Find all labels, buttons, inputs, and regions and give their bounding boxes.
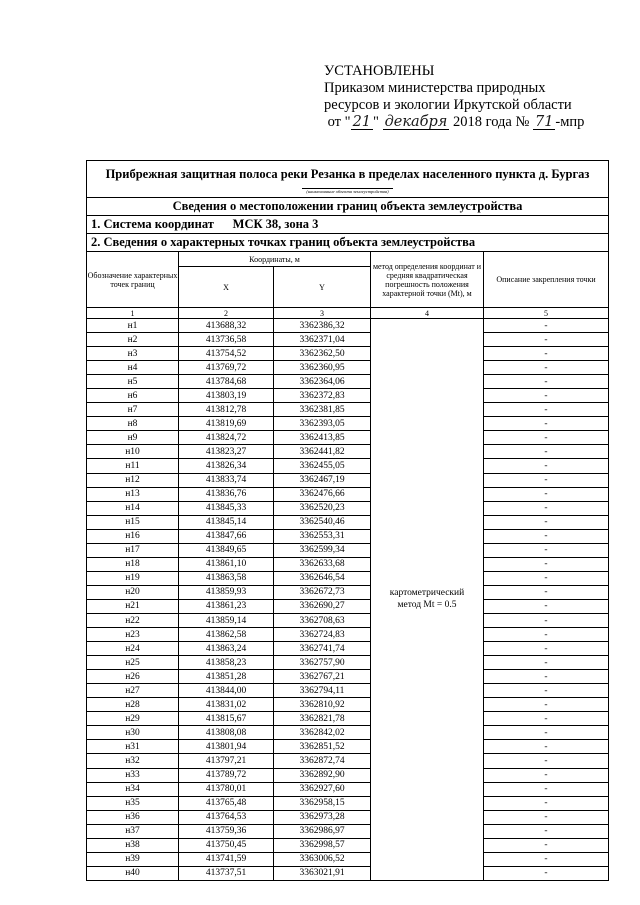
point-y: 3362381,85 [274,403,371,417]
header-x: X [179,267,274,308]
point-y: 3362842,02 [274,726,371,740]
point-x: 413812,78 [179,403,274,417]
point-x: 413754,52 [179,347,274,361]
approval-title: УСТАНОВЛЕНЫ [324,63,435,79]
point-id: н22 [87,613,179,627]
section-header: Сведения о местоположении границ объекта землеустройства [87,198,609,216]
point-id: н25 [87,656,179,670]
point-x: 413769,72 [179,361,274,375]
point-x: 413741,59 [179,852,274,866]
method-cell [371,319,484,881]
point-id: н10 [87,445,179,459]
point-description: - [484,698,609,712]
column-number: 4 [371,308,484,319]
point-x: 413861,10 [179,557,274,571]
table-row [87,628,609,642]
table-row [87,656,609,670]
header-designation: Обозначение характерных точек границ [87,252,179,308]
point-x: 413688,32 [179,319,274,333]
point-x: 413764,53 [179,810,274,824]
point-y: 3362927,60 [274,782,371,796]
header-y: Y [274,267,371,308]
point-y: 3362998,57 [274,838,371,852]
point-y: 3362767,21 [274,670,371,684]
point-id: н13 [87,487,179,501]
point-x: 413859,14 [179,613,274,627]
point-id: н14 [87,501,179,515]
point-description: - [484,557,609,571]
point-id: н32 [87,754,179,768]
point-description: - [484,501,609,515]
header-description: Описание закрепления точки [484,252,609,308]
point-x: 413858,23 [179,656,274,670]
point-id: н7 [87,403,179,417]
point-id: н34 [87,782,179,796]
point-y: 3362371,04 [274,333,371,347]
point-description: - [484,613,609,627]
table-row [87,557,609,571]
point-x: 413750,45 [179,838,274,852]
approval-year: 2018 года № [453,114,530,130]
point-description: - [484,768,609,782]
point-description: - [484,431,609,445]
point-y: 3362441,82 [274,445,371,459]
point-x: 413784,68 [179,375,274,389]
point-x: 413845,33 [179,501,274,515]
table-row [87,389,609,403]
point-x: 413859,93 [179,585,274,599]
point-x: 413765,48 [179,796,274,810]
table-row [87,824,609,838]
point-id: н40 [87,866,179,880]
point-description: - [484,529,609,543]
point-id: н26 [87,670,179,684]
table-row [87,543,609,557]
point-y: 3362690,27 [274,599,371,613]
point-x: 413833,74 [179,473,274,487]
point-description: - [484,810,609,824]
document-title: Прибрежная защитная полоса реки Резанка в пределах населенного пункта д. Бургаз [87,161,609,189]
point-id: н15 [87,515,179,529]
point-description: - [484,782,609,796]
column-number: 3 [274,308,371,319]
point-x: 413863,24 [179,642,274,656]
table-row [87,782,609,796]
point-id: н35 [87,796,179,810]
point-x: 413803,19 [179,389,274,403]
table-row [87,613,609,627]
point-y: 3362757,90 [274,656,371,670]
point-y: 3362413,85 [274,431,371,445]
point-id: н9 [87,431,179,445]
point-description: - [484,585,609,599]
point-x: 413801,94 [179,740,274,754]
point-id: н1 [87,319,179,333]
point-x: 413759,36 [179,824,274,838]
table-row [87,852,609,866]
approval-line-resources: ресурсов и экологии Иркутской области [324,97,572,113]
point-id: н37 [87,824,179,838]
table-row [87,319,609,333]
point-description: - [484,515,609,529]
approval-stamp [324,63,624,131]
point-y: 3362553,31 [274,529,371,543]
coord-system-value: МСК 38, зона 3 [232,217,319,231]
boundary-table [86,160,609,881]
table-row [87,796,609,810]
table-row [87,417,609,431]
header-coordinates: Координаты, м [179,252,371,267]
point-y: 3362364,06 [274,375,371,389]
point-description: - [484,726,609,740]
point-description: - [484,473,609,487]
approval-day: 21 [352,114,372,130]
point-description: - [484,459,609,473]
approval-month: декабря [384,114,448,130]
point-y: 3362821,78 [274,712,371,726]
coord-system-label: 1. Система координат [91,217,214,231]
point-x: 413824,72 [179,431,274,445]
point-x: 413826,34 [179,459,274,473]
point-y: 3362540,46 [274,515,371,529]
point-x: 413845,14 [179,515,274,529]
point-y: 3362741,74 [274,642,371,656]
table-row [87,726,609,740]
point-y: 3362372,83 [274,389,371,403]
table-row [87,571,609,585]
point-y: 3362986,97 [274,824,371,838]
point-description: - [484,319,609,333]
point-id: н30 [87,726,179,740]
point-id: н8 [87,417,179,431]
point-y: 3362672,73 [274,585,371,599]
table-row [87,684,609,698]
table-row [87,473,609,487]
point-description: - [484,852,609,866]
point-y: 3362386,32 [274,319,371,333]
point-y: 3362892,90 [274,768,371,782]
table-row [87,431,609,445]
point-y: 3362851,52 [274,740,371,754]
point-description: - [484,543,609,557]
point-y: 3363021,91 [274,866,371,880]
column-number: 2 [179,308,274,319]
point-id: н24 [87,642,179,656]
table-row [87,333,609,347]
point-id: н39 [87,852,179,866]
point-description: - [484,599,609,613]
point-x: 413844,00 [179,684,274,698]
point-id: н18 [87,557,179,571]
point-id: н2 [87,333,179,347]
point-description: - [484,389,609,403]
point-y: 3362360,95 [274,361,371,375]
table-row [87,768,609,782]
point-x: 413831,02 [179,698,274,712]
point-y: 3362633,68 [274,557,371,571]
point-id: н5 [87,375,179,389]
point-id: н33 [87,768,179,782]
method-line-2: метод Mt = 0.5 [397,600,457,611]
point-id: н29 [87,712,179,726]
point-y: 3362958,15 [274,796,371,810]
point-x: 413847,66 [179,529,274,543]
table-row [87,698,609,712]
approval-line-ministry: Приказом министерства природных [324,80,546,96]
point-description: - [484,347,609,361]
point-description: - [484,796,609,810]
point-id: н27 [87,684,179,698]
point-y: 3362599,34 [274,543,371,557]
table-row [87,754,609,768]
point-y: 3362455,05 [274,459,371,473]
point-y: 3362810,92 [274,698,371,712]
point-description: - [484,333,609,347]
point-y: 3362393,05 [274,417,371,431]
point-id: н17 [87,543,179,557]
point-id: н38 [87,838,179,852]
point-description: - [484,824,609,838]
point-x: 413736,58 [179,333,274,347]
point-y: 3362467,19 [274,473,371,487]
point-y: 3362520,23 [274,501,371,515]
point-description: - [484,417,609,431]
point-x: 413823,27 [179,445,274,459]
table-row [87,585,609,599]
approval-date-line [324,114,624,131]
point-y: 3362646,54 [274,571,371,585]
point-x: 413836,76 [179,487,274,501]
point-description: - [484,487,609,501]
point-id: н36 [87,810,179,824]
table-row [87,838,609,852]
point-x: 413789,72 [179,768,274,782]
method-line-1: картометрический [389,588,465,599]
point-description: - [484,445,609,459]
table-row [87,445,609,459]
point-description: - [484,403,609,417]
point-id: н28 [87,698,179,712]
point-description: - [484,642,609,656]
point-y: 3362362,50 [274,347,371,361]
table-row [87,529,609,543]
point-id: н4 [87,361,179,375]
point-x: 413862,58 [179,628,274,642]
point-id: н16 [87,529,179,543]
table-row [87,599,609,613]
point-x: 413851,28 [179,670,274,684]
point-y: 3362708,63 [274,613,371,627]
point-y: 3362794,11 [274,684,371,698]
table-row [87,642,609,656]
point-description: - [484,361,609,375]
table-row [87,866,609,880]
point-description: - [484,656,609,670]
point-x: 413797,21 [179,754,274,768]
point-description: - [484,866,609,880]
table-row [87,740,609,754]
point-description: - [484,375,609,389]
table-row [87,712,609,726]
point-x: 413737,51 [179,866,274,880]
table-row [87,375,609,389]
point-id: н6 [87,389,179,403]
points-header: 2. Сведения о характерных точках границ объекта землеустройства [87,234,609,252]
point-description: - [484,838,609,852]
approval-suffix: -мпр [555,114,585,130]
table-row [87,670,609,684]
point-id: н12 [87,473,179,487]
point-y: 3362872,74 [274,754,371,768]
point-x: 413861,23 [179,599,274,613]
approval-from: от " [327,114,351,130]
point-x: 413819,69 [179,417,274,431]
point-x: 413849,65 [179,543,274,557]
point-description: - [484,740,609,754]
approval-quote: " [373,114,379,130]
point-id: н19 [87,571,179,585]
table-row [87,459,609,473]
point-y: 3362724,83 [274,628,371,642]
table-row [87,361,609,375]
header-method: метод определения координат и средняя квадратическая погрешность положения характерной точки (Mt), м [371,252,484,308]
point-id: н20 [87,585,179,599]
point-id: н31 [87,740,179,754]
point-description: - [484,670,609,684]
table-row [87,403,609,417]
column-number: 5 [484,308,609,319]
point-description: - [484,754,609,768]
point-description: - [484,712,609,726]
table-row [87,515,609,529]
point-x: 413815,67 [179,712,274,726]
title-caption: (наименование объекта землеустройства) [302,188,392,195]
point-y: 3362973,28 [274,810,371,824]
approval-number: 71 [534,114,554,130]
point-description: - [484,628,609,642]
column-number: 1 [87,308,179,319]
table-row [87,487,609,501]
coord-system-row [87,216,609,234]
table-row [87,347,609,361]
point-y: 3363006,52 [274,852,371,866]
point-id: н11 [87,459,179,473]
point-description: - [484,571,609,585]
point-description: - [484,684,609,698]
table-row [87,501,609,515]
point-id: н21 [87,599,179,613]
points-table-body [87,319,609,881]
table-row [87,810,609,824]
point-x: 413863,58 [179,571,274,585]
point-y: 3362476,66 [274,487,371,501]
point-x: 413780,01 [179,782,274,796]
point-x: 413808,08 [179,726,274,740]
point-id: н3 [87,347,179,361]
point-id: н23 [87,628,179,642]
